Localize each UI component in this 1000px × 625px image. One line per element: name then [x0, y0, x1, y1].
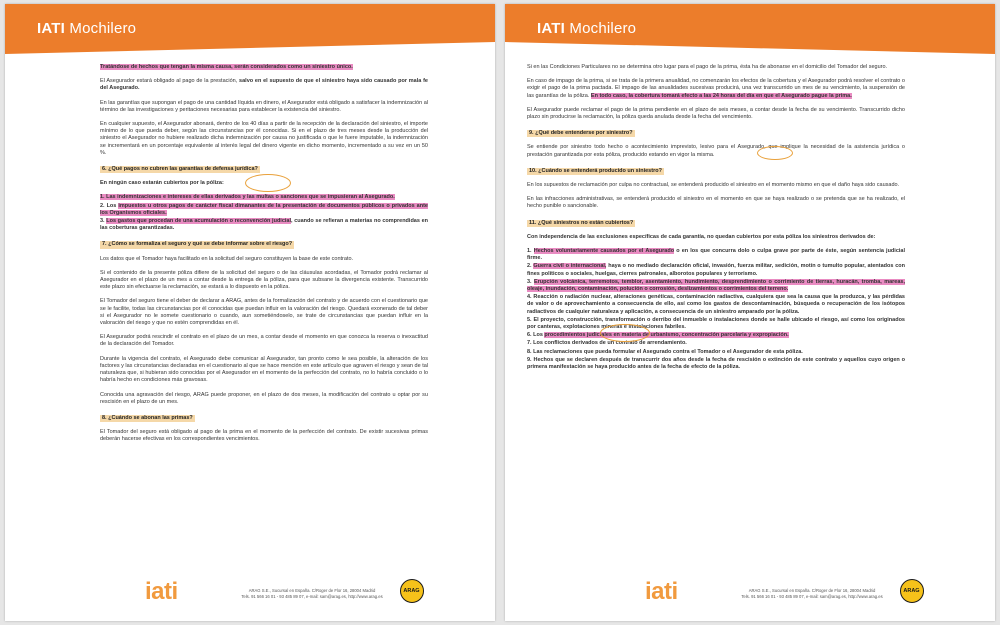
paragraph: El Tomador del seguro está obligado al pago de la prima en el momento de la perfección del contrato. De existir sucesivas primas deberán hacerse efectivas en los correspondientes vencimientos.: [100, 429, 428, 443]
header-brand: IATI Mochilero: [537, 20, 637, 37]
document-page-2: [505, 4, 995, 621]
annotation-circle: [245, 174, 291, 192]
page-footer: [5, 574, 495, 614]
list-item: 2. Guerra civil o internacional, haya o no mediado declaración oficial, invasión, fuerza militar, sedición, motín o tumulto popular, atentados con fines políticos o sociales, huelgas, cierres patronales, alborotos populares y terrorismo.: [527, 263, 905, 277]
paragraph: Si en las Condiciones Particulares no se determina otro lugar para el pago de la prima, ésta ha de abonarse en el domicilio del Tomador del seguro.: [527, 64, 888, 70]
highlighted-text: Tratándose de hechos que tengan la misma causa, serán considerados como un siniestro único.: [100, 64, 353, 70]
section-heading: 7. ¿Cómo se formaliza el seguro y qué se debe informar sobre el riesgo?: [102, 241, 293, 248]
section-heading: 8. ¿Cuándo se abonan las primas?: [102, 414, 193, 421]
page-header: [505, 4, 995, 54]
annotation-circle: [757, 146, 793, 160]
section-heading: 6. ¿Qué pagos no cubren las garantías de defensa jurídica?: [102, 166, 258, 173]
section-heading: 9. ¿Qué debe entenderse por siniestro?: [529, 130, 633, 137]
page-body: [527, 64, 905, 378]
paragraph: Con independencia de las exclusiones específicas de cada garantía, no quedan cubiertos por esta póliza los siniestros derivados de:: [527, 233, 876, 240]
page-header: [5, 4, 495, 54]
paragraph: En caso de impago de la prima, si se trata de la primera anualidad, no comenzarán los efectos de la cobertura y el Asegurador podrá resolver el contrato o exigir el pago de la prima pactada. El impago de las anualidades sucesivas producirá, una vez transcurrido un mes de su vencimiento, la suspensión de las garantías de la póliza. En todo caso, la cobertura tomará efecto a las 24 horas del día en que el Asegurado pague la prima.: [527, 78, 905, 99]
list-item: 2. Los impuestos u otros pagos de carácter fiscal dimanantes de la presentación de documentos públicos o privados ante los Organismos oficiales.: [100, 202, 428, 216]
list-item: 7. Los conflictos derivados de un contrato de arrendamiento.: [527, 340, 687, 347]
paragraph: En ningún caso estarán cubiertos por la póliza:: [100, 180, 224, 187]
paragraph: Conocida una agravación del riesgo, ARAG puede proponer, en el plazo de dos meses, la modificación del contrato u optar por su rescisión en el plazo de un mes.: [100, 391, 428, 405]
footer-address: ARAG S.E., Sucursal en España. C/Roger de Flor 16, 28004 Madrid Tels. 91 566 16 01 - 93 485 89 07, e-mail: sam@arag.es, http://www.arag.es: [241, 588, 383, 599]
paragraph: El Asegurador estará obligado al pago de la prestación, salvo en el supuesto de que el siniestro haya sido causado por mala fe del Asegurado.: [100, 78, 428, 92]
document-page-1: [5, 4, 495, 621]
header-brand: IATI Mochilero: [37, 20, 137, 37]
list-item: 4. Reacción o radiación nuclear, alteraciones genéticas, contaminación radiactiva, cualquiera que sea la causa que la produzca, y las pérdidas de valor o de aprovechamiento a consecuencia de ello, así como los gastos de descontaminación, búsqueda o recuperación de los isótopos radiactivos de cualquier naturaleza y aplicación, a consecuencia de un siniestro amparado por la póliza.: [527, 294, 905, 315]
footer-address: ARAG S.E., Sucursal en España. C/Roger de Flor 16, 28004 Madrid Tels. 91 566 16 01 - 93 485 89 07, e-mail: sam@arag.es, http://www.arag.es: [741, 588, 883, 599]
list-item: 1. Las indemnizaciones e intereses de ellas derivados y las multas o sanciones que se impusieran al Asegurado.: [100, 194, 395, 201]
list-item: 5. El proyecto, construcción, transformación o derribo del inmueble o instalaciones donde se halle ubicado el riesgo, así como los originados por canteras, explotaciones mineras e instalaciones fabriles.: [527, 316, 905, 331]
page-footer: [505, 574, 995, 614]
list-item: 8. Las reclamaciones que pueda formular el Asegurado contra el Tomador o el Asegurador de esta póliza.: [527, 348, 803, 355]
iati-logo: iati: [145, 578, 178, 605]
annotation-circle: [600, 324, 650, 342]
section-heading: 10. ¿Cuándo se entenderá producido un siniestro?: [529, 167, 662, 174]
paragraph: Se entiende por siniestro todo hecho o acontecimiento imprevisto, lesivo para el Asegurado, que implique la necesidad de la asistencia jurídica o prestación garantizada por esta póliza, producido estando en vigor la misma.: [527, 144, 905, 158]
paragraph: En cualquier supuesto, el Asegurador abonará, dentro de los 40 días a partir de la recepción de la declaración del siniestro, el importe mínimo de lo que pueda deber, según las circunstancias por él conocidas. Si en el plazo de tres meses desde la producción del siniestro el Asegurador no hubiere realizado dicha indemnización por causa no justificada o que le fuere imputable, la indemnización se incrementará en un porcentaje equivalente al interés legal del dinero vigente en dicho momento, incrementado a su vez en un 50 %.: [100, 121, 428, 156]
list-item: 3. Erupción volcánica, terremotos, temblor, asentamiento, hundimiento, desprendimiento o corrimiento de tierras, huracán, tromba, mareas, oleaje, inundación, contaminación, polución o corrosión, deslizamientos o corrimientos del terreno.: [527, 278, 905, 293]
paragraph: El Tomador del seguro tiene el deber de declarar a ARAG, antes de la formalización del contrato y de acuerdo con el cuestionario que se le facilite, todas las circunstancias por él conocidas que puedan influir en la valoración del riesgo. Quedará exonerado de tal deber si el Asegurador no le somete cuestionario o cuando, aun sometiéndoselo, se trate de circunstancias que puedan influir en la valoración del riesgo y que no estén comprendidas en él.: [100, 298, 428, 327]
page-body: [100, 64, 428, 451]
section-heading: 11. ¿Qué siniestros no están cubiertos?: [529, 219, 634, 226]
arag-badge: ARAG: [400, 579, 424, 603]
list-item: 1. Hechos voluntariamente causados por el Asegurado o en los que concurra dolo o culpa grave por parte de éste, según sentencia judicial firme.: [527, 248, 905, 262]
exclusion-list: [527, 248, 905, 371]
paragraph: En las garantías que supongan el pago de una cantidad líquida en dinero, el Asegurador está obligado a satisfacer la indemnización al término de las investigaciones y peritaciones necesarias para establecer la existencia del siniestro.: [100, 99, 428, 113]
arag-badge: ARAG: [900, 579, 924, 603]
iati-logo: iati: [645, 578, 678, 605]
paragraph: Los datos que el Tomador haya facilitado en la solicitud del seguro constituyen la base de este contrato.: [100, 255, 354, 262]
paragraph: Si el contenido de la presente póliza difiere de la solicitud del seguro o de las cláusulas acordadas, el Tomador podrá reclamar al Asegurador en el plazo de un mes a contar desde la entrega de la póliza, para que subsane la divergencia existente. Transcurrido este plazo sin efectuarse la reclamación, se estará a lo dispuesto en la póliza.: [100, 269, 428, 291]
paragraph: El Asegurador puede reclamar el pago de la prima pendiente en el plazo de seis meses, a contar desde la fecha de su vencimiento. Transcurrido dicho plazo sin producirse la reclamación, la póliza queda anulada desde la fecha del vencimiento.: [527, 106, 905, 121]
paragraph: El Asegurador podrá rescindir el contrato en el plazo de un mes, a contar desde el momento en que conozca la reserva o inexactitud de la declaración del Tomador.: [100, 334, 428, 348]
exclusion-list: [100, 194, 428, 232]
paragraph: Durante la vigencia del contrato, el Asegurado debe comunicar al Asegurador, tan pronto como le sea posible, la alteración de los factores y las circunstancias declaradas en el cuestionario al que se hace mención en este artículo que agraven el riesgo y sean de tal naturaleza que, si hubieran sido conocidas por el Asegurador en el momento de la perfección del contrato, no lo habría concluido o lo habría hecho en condiciones más gravosas.: [100, 355, 428, 384]
list-item: 9. Hechos que se declaren después de transcurrir dos años desde la fecha de rescisión o extinción de este contrato y aquellos cuyo origen o primera manifestación se haya producido antes de la fecha de efecto de la póliza.: [527, 356, 905, 371]
list-item: 3. Los gastos que procedan de una acumulación o reconvención judicial, cuando se refieran a materias no comprendidas en las coberturas garantizadas.: [100, 218, 428, 232]
paragraph: En los supuestos de reclamación por culpa no contractual, se entenderá producido el siniestro en el momento mismo en que el daño haya sido causado.: [527, 182, 900, 189]
paragraph: En las infracciones administrativas, se entenderá producido el siniestro en el momento en que se haya realizado o se pretenda que se ha realizado, el hecho punible o sancionable.: [527, 196, 905, 210]
list-item: 6. Los procedimientos judiciales en materia de urbanismo, concentración parcelaria y expropiación.: [527, 332, 789, 339]
